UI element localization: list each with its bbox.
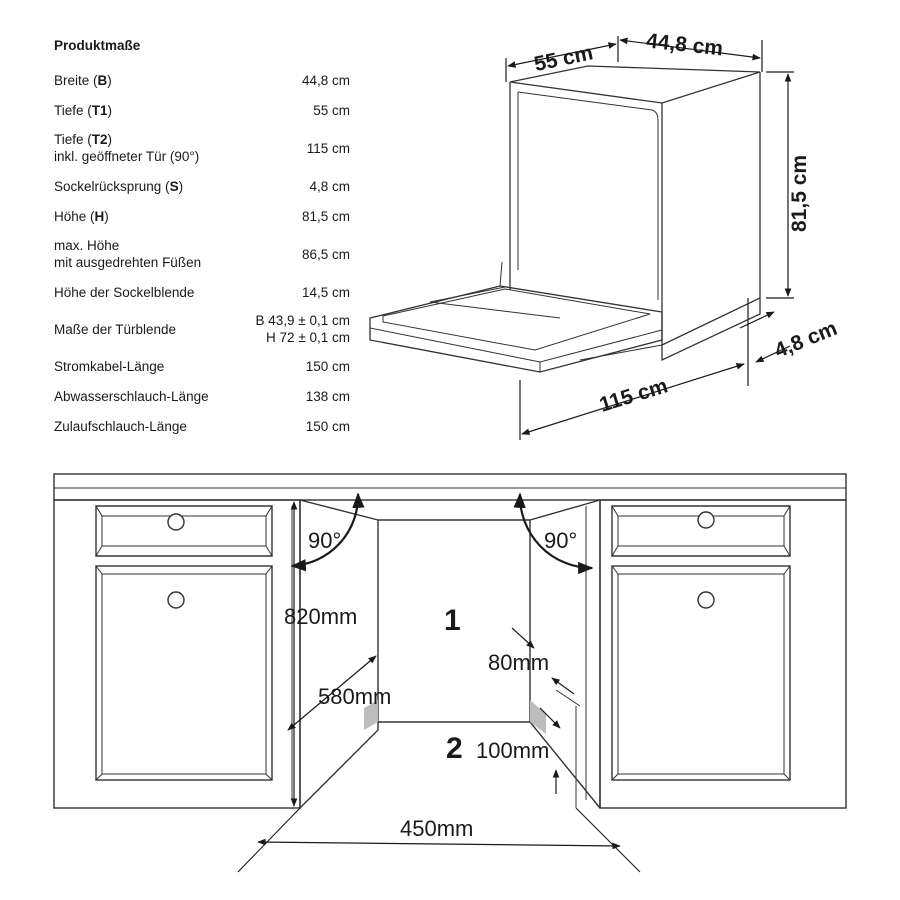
row-value: 44,8 cm [301, 72, 350, 88]
top-dimension-labels [532, 29, 840, 416]
row-value: 115 cm [306, 140, 350, 156]
height-label: 81,5 cm [788, 154, 811, 232]
row-value: 55 cm [313, 102, 350, 118]
row-label: Abwasserschlauch-Länge [54, 388, 209, 404]
dishwasher-drawing [370, 66, 760, 372]
drawer-knob-right [698, 512, 714, 528]
door-knob-left [168, 592, 184, 608]
width-450-label: 450mm [400, 816, 474, 841]
row-label: Stromkabel-Länge [54, 358, 165, 374]
row-label: Maße der Türblende [54, 321, 177, 337]
row-label: Höhe (H) [54, 208, 109, 224]
row-value: 81,5 cm [301, 208, 350, 224]
row-key: B [97, 72, 108, 88]
width-label: 44,8 cm [645, 29, 725, 61]
angle-right-label: 90° [544, 528, 578, 553]
height-820-label: 820mm [284, 604, 358, 629]
row-value: 138 cm [305, 388, 350, 404]
open-depth-label: 115 cm [596, 374, 671, 417]
row-value: 150 cm [305, 358, 350, 374]
row-key: T2 [91, 132, 108, 147]
row-key: T1 [91, 102, 108, 118]
zone-marker-1: 1 [444, 604, 461, 637]
table-title: Produktmaße [54, 38, 141, 53]
row-value: 14,5 cm [301, 284, 350, 300]
row-value: 150 cm [305, 418, 350, 434]
depth-580-label: 580mm [318, 684, 392, 709]
gap-80-label: 80mm [488, 650, 550, 675]
row-key: H [94, 208, 105, 224]
row-label: Sockelrücksprung (S) [54, 178, 184, 194]
row-label: max. Höhe mit ausgedrehten Füßen [54, 238, 202, 270]
zone-marker-2: 2 [446, 732, 463, 765]
row-key: S [169, 178, 179, 194]
door-knob-right [698, 592, 714, 608]
drawer-knob-left [168, 514, 184, 530]
row-value: B 43,9 ± 0,1 cm H 72 ± 0,1 cm [255, 313, 350, 345]
angle-left-label: 90° [308, 528, 342, 553]
depth-label: 55 cm [532, 41, 596, 77]
cabinet-handles [168, 512, 714, 608]
row-label: Tiefe (T2) inkl. geöffneter Tür (90°) [54, 132, 200, 164]
row-label: Höhe der Sockelblende [54, 284, 195, 300]
row-label: Zulaufschlauch-Länge [54, 418, 187, 434]
row-value: 4,8 cm [309, 178, 350, 194]
row-value: 86,5 cm [301, 246, 350, 262]
row-label: Tiefe (T1) [54, 102, 113, 118]
gap-100-label: 100mm [476, 738, 550, 763]
row-label: Breite (B) [54, 72, 112, 88]
plinth-label: 4,8 cm [771, 316, 841, 363]
niche-dimension-labels [284, 528, 577, 841]
